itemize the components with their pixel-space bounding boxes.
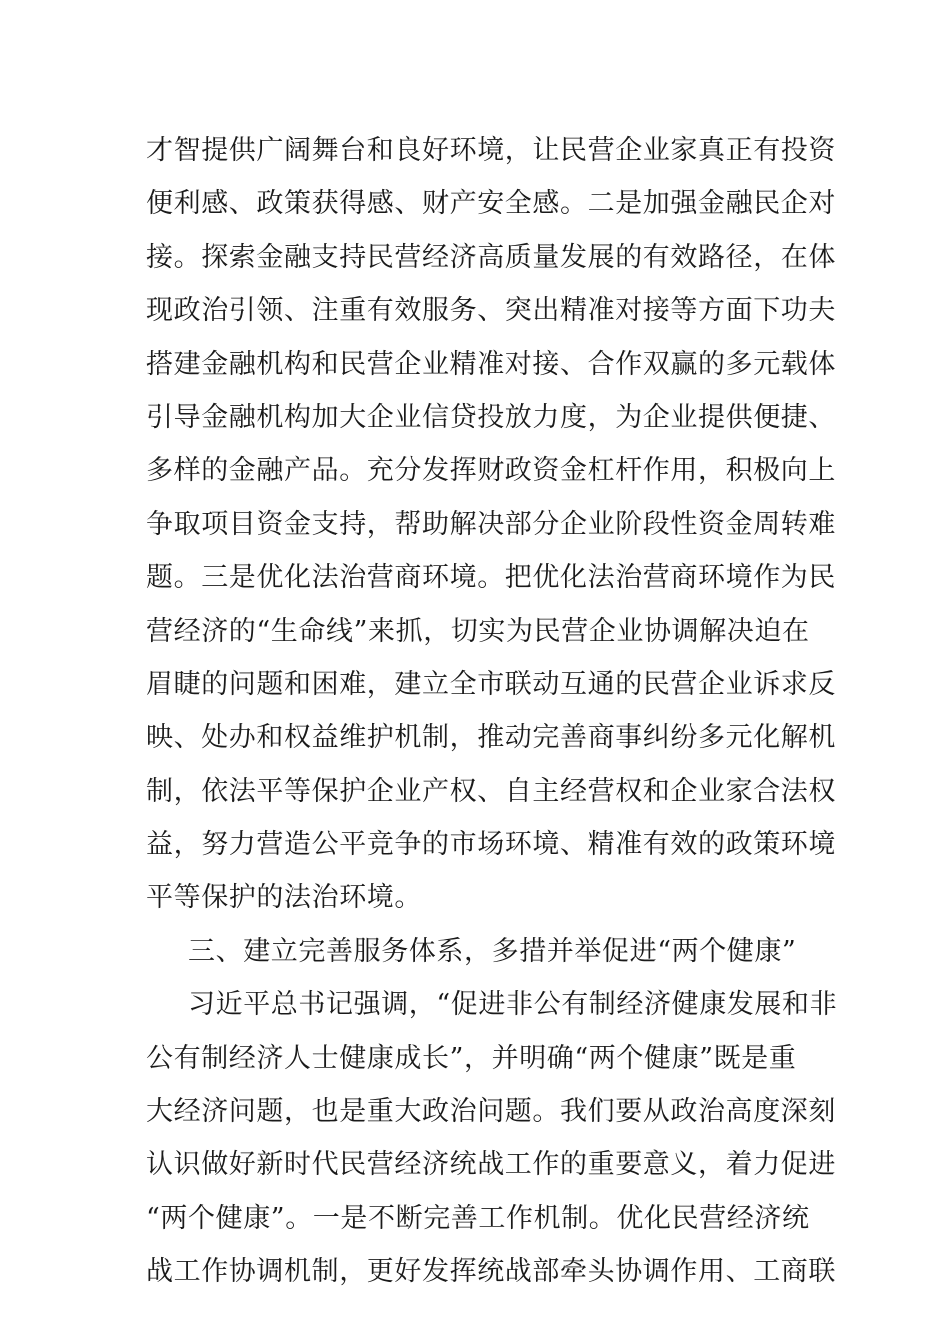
text-line: 接。探索金融支持民营经济高质量发展的有效路径，在体 (146, 241, 836, 273)
body-text (146, 124, 846, 1299)
text-line: 大经济问题，也是重大政治问题。我们要从政治高度深刻 (146, 1096, 836, 1128)
text-line: 搭建金融机构和民营企业精准对接、合作双赢的多元载体 (146, 348, 836, 380)
text-line: 制，依法平等保护企业产权、自主经营权和企业家合法权 (146, 775, 836, 807)
text-line: 营经济的“生命线”来抓，切实为民营企业协调解决迫在 (146, 615, 810, 647)
text-line: 平等保护的法治环境。 (146, 882, 422, 914)
text-line: 眉睫的问题和困难，建立全市联动互通的民营企业诉求反 (146, 668, 836, 700)
text-line: 引导金融机构加大企业信贷投放力度，为企业提供便捷、 (146, 401, 836, 433)
section-heading: 三、建立完善服务体系，多措并举促进“两个健康” (188, 935, 797, 967)
text-line: 战工作协调机制，更好发挥统战部牵头协调作用、工商联 (146, 1256, 836, 1288)
text-line: 才智提供广阔舞台和良好环境，让民营企业家真正有投资 (146, 135, 836, 166)
text-line: 映、处办和权益维护机制，推动完善商事纠纷多元化解机 (146, 722, 836, 754)
text-line: “两个健康”。一是不断完善工作机制。优化民营经济统 (146, 1202, 810, 1234)
text-line: 便利感、政策获得感、财产安全感。二是加强金融民企对 (146, 188, 836, 220)
text-line: 益，努力营造公平竞争的市场环境、精准有效的政策环境 (146, 829, 836, 861)
text-line: 多样的金融产品。充分发挥财政资金杠杆作用，积极向上 (146, 455, 836, 487)
text-line: 现政治引领、注重有效服务、突出精准对接等方面下功夫 (146, 295, 836, 327)
text-line: 习近平总书记强调，“促进非公有制经济健康发展和非 (188, 989, 838, 1021)
text-line: 公有制经济人士健康成长”，并明确“两个健康”既是重 (146, 1042, 797, 1074)
text-line: 题。三是优化法治营商环境。把优化法治营商环境作为民 (146, 562, 836, 594)
text-line: 认识做好新时代民营经济统战工作的重要意义，着力促进 (146, 1149, 836, 1181)
text-line: 争取项目资金支持，帮助解决部分企业阶段性资金周转难 (146, 508, 836, 540)
